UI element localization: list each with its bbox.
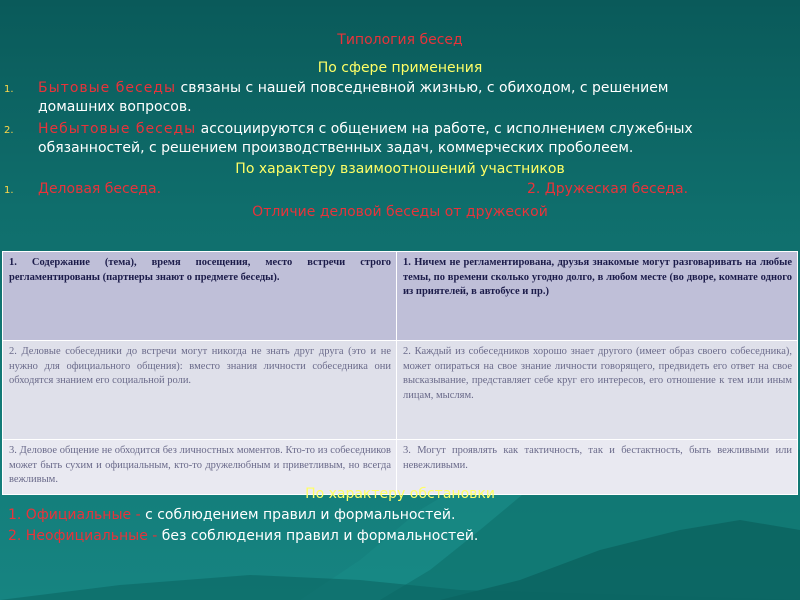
difference-heading: Отличие деловой беседы от дружеской (252, 204, 548, 220)
table-cell-friendly: 3. Могут проявлять как тактичность, так и бестактность, быть вежливыми или невежливыми. (397, 440, 798, 495)
business-conversation: Деловая беседа. (38, 181, 162, 197)
item1-text: связаны с нашей повседневной жизнью, с обиходом, с решением (176, 80, 669, 96)
table-cell-business: 3. Деловое общение не обходится без личностных моментов. Кто-то из собеседников может быть сухим и официальным, кто-то дружелюбным и приветливым, но всегда вежливым. (3, 440, 397, 495)
relations-number: 1. (4, 185, 14, 196)
setting-item-official (8, 507, 455, 523)
table-cell-business: 1. Содержание (тема), время посещения, место встречи строго регламентированы (партнеры знают о предмете беседы). (3, 252, 397, 341)
table-row (3, 252, 798, 341)
item1-line2: домашних вопросов. (38, 99, 192, 115)
item2-number: 2. (4, 125, 14, 136)
item1-line1 (38, 80, 668, 96)
comparison-table (2, 251, 798, 495)
item2-line2: обязанностей, с решением производственных задач, коммерческих проболеем. (38, 140, 634, 156)
sphere-heading: По сфере применения (317, 60, 483, 76)
setting1-label: 1. Официальные - (8, 507, 146, 523)
item1-number: 1. (4, 84, 14, 95)
table-row (3, 341, 798, 440)
table-cell-friendly: 1. Ничем не регламентирована, друзья знакомые могут разговаривать на любые темы, по времени сколько угодно долго, в любом месте (во дворе, комнате одного из приятелей, в автобусе и пр.) (397, 252, 798, 341)
setting1-text: с соблюдением правил и формальностей. (145, 507, 456, 523)
item1-term: Бытовые беседы (38, 80, 177, 96)
slide-title: Типология бесед (337, 32, 463, 48)
item2-term: Небытовые беседы (38, 121, 197, 137)
friendly-conversation: 2. Дружеская беседа. (527, 181, 689, 197)
item2-text: ассоциируются с общением на работе, с исполнением служебных (196, 121, 693, 137)
setting2-text: без соблюдения правил и формальностей. (161, 528, 479, 544)
setting-heading: По характеру обстановки (305, 486, 495, 502)
item2-line1 (38, 121, 693, 137)
table-cell-business: 2. Деловые собеседники до встречи могут никогда не знать друг друга (это и не нужно для официального общения): вместо знания личности собеседника они обходятся знанием его социальной роли. (3, 341, 397, 440)
table-cell-friendly: 2. Каждый из собеседников хорошо знает другого (имеет образ своего собеседника), может опираться на свое знание личности говорящего, предвидеть его ответ на свое высказывание, представляет себе круг его интересов, его отношение к тем или иным лицам, мыслям. (397, 341, 798, 440)
relations-heading: По характеру взаимоотношений участников (235, 161, 565, 177)
setting2-label: 2. Неофициальные - (8, 528, 162, 544)
setting-item-unofficial (8, 528, 478, 544)
